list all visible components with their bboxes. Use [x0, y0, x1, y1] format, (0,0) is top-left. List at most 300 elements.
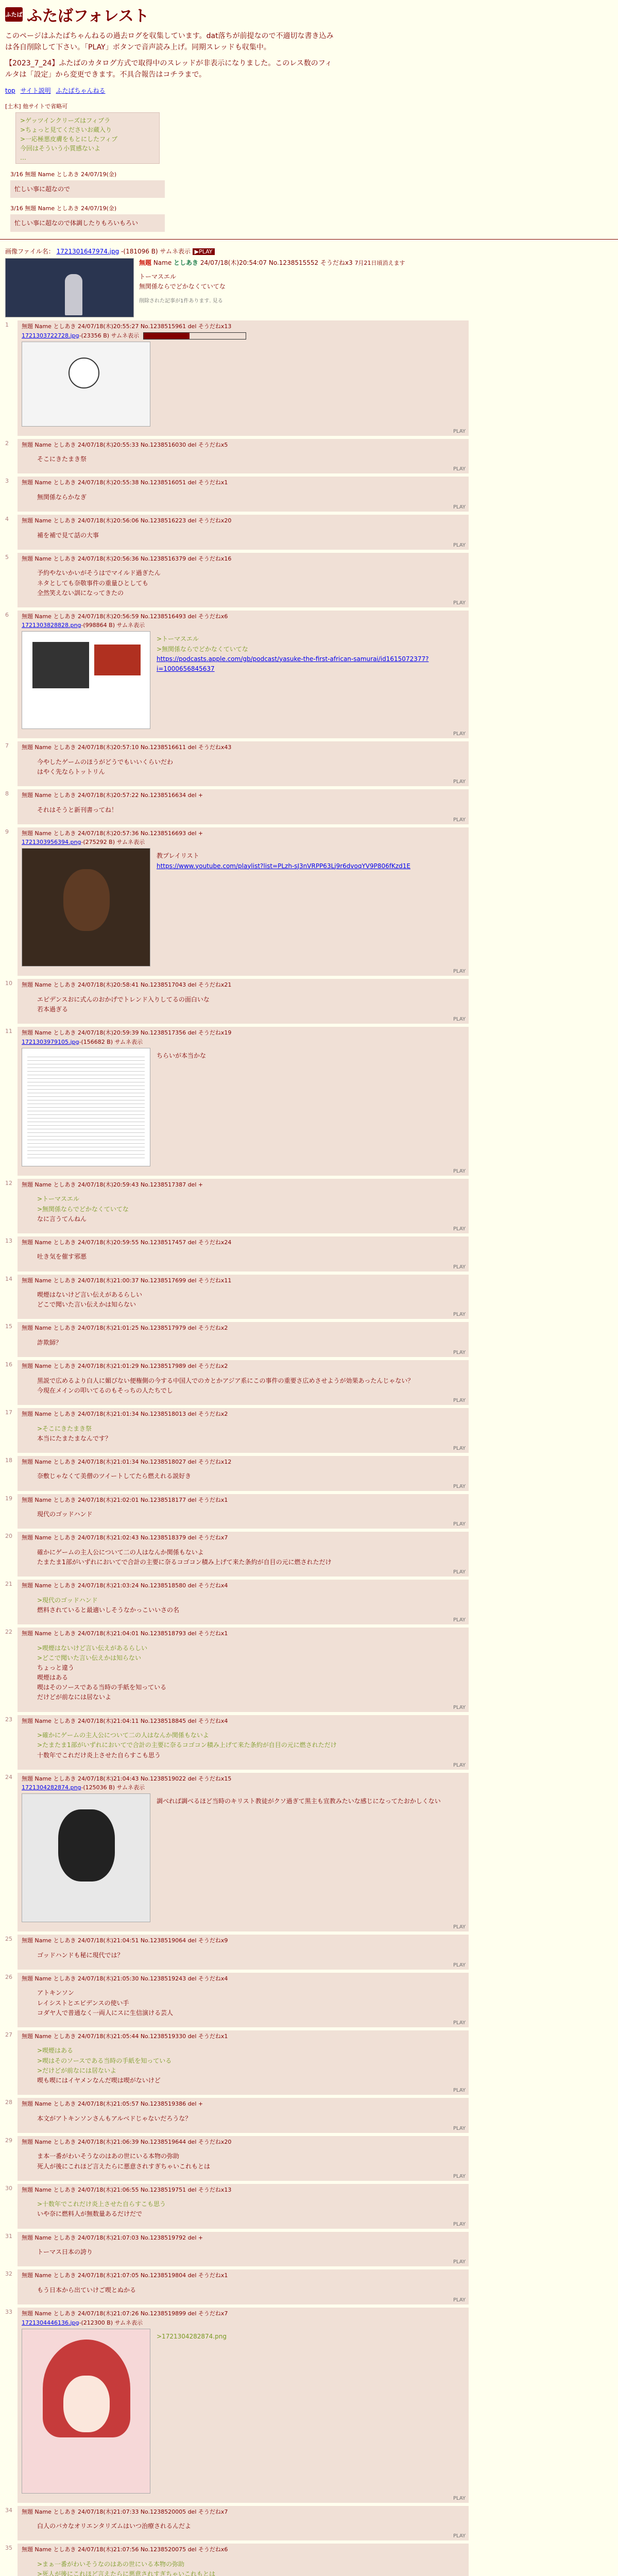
play-button[interactable]: PLAY [453, 1521, 466, 1528]
reply-body [37, 1731, 465, 1760]
reply-body [157, 851, 410, 967]
reply-audio-bar[interactable] [143, 332, 246, 340]
ad-block-shape [94, 645, 141, 675]
reply-line: >十数年でこれだけ炎上させた自らすこも思う [37, 2200, 166, 2208]
reply-header: 無題 Name としあき 24/07/18(木)21:07:05 No.1238519804 del そうだねx1 [22, 2272, 228, 2279]
reply-body [157, 1797, 441, 1922]
play-button[interactable]: PLAY [453, 1962, 466, 1968]
reply-audio-bar-fill [144, 333, 190, 339]
play-button[interactable]: PLAY [453, 1350, 466, 1356]
play-button[interactable]: PLAY [453, 1445, 466, 1451]
reply-file-line [22, 331, 465, 340]
reply-body [37, 493, 465, 502]
play-button[interactable]: PLAY [453, 1226, 466, 1232]
mini-post-body: 忙しい事に超なので [10, 180, 165, 198]
reply-post [5, 1935, 469, 1970]
reply-box [18, 1236, 469, 1272]
play-button[interactable]: PLAY [453, 969, 466, 975]
reply-line: ま本一番がわいそうなのはあの世にいる本物の弥助 [37, 2153, 180, 2160]
reply-box [18, 515, 469, 550]
reply-box [18, 477, 469, 512]
play-button[interactable]: PLAY [453, 1924, 466, 1930]
reply-box [18, 1322, 469, 1357]
reply-header: 無題 Name としあき 24/07/18(木)20:55:33 No.1238516030 del そうだねx5 [22, 441, 228, 448]
reply-body [37, 1951, 465, 1960]
reply-box [18, 2098, 469, 2133]
reply-header: 無題 Name としあき 24/07/18(木)21:04:51 No.1238519064 del そうだねx9 [22, 1937, 228, 1944]
reply-header: 無題 Name としあき 24/07/18(木)21:05:57 No.1238519386 del + [22, 2100, 203, 2108]
play-button[interactable]: PLAY [453, 1569, 466, 1575]
reply-box [18, 2184, 469, 2229]
site-logo-row [5, 3, 613, 26]
reply-line: 喫煙はある [37, 1674, 68, 1682]
face-shape [58, 1809, 115, 1882]
reply-line: ちょっと違う [37, 1664, 75, 1671]
reply-post [5, 1494, 469, 1529]
play-button[interactable]: PLAY [453, 1168, 466, 1174]
reply-line: >無関係ならでどかなくていてな [37, 1205, 129, 1213]
reply-header: 無題 Name としあき 24/07/18(木)21:04:01 No.1238518793 del そうだねx1 [22, 1630, 228, 1637]
reply-body [37, 2114, 465, 2124]
deleted-notice[interactable]: 削除された記事が1件あります. 見る [139, 298, 223, 304]
reply-body [37, 2199, 465, 2219]
reply-box [18, 2232, 469, 2267]
reply-box [18, 1408, 469, 1453]
op-body [139, 272, 405, 305]
play-button[interactable]: PLAY [453, 466, 466, 472]
reply-body [157, 1051, 206, 1166]
reply-line: 本当にたまたまなんです？ [37, 1434, 112, 1442]
reply-header: 無題 Name としあき 24/07/18(木)20:57:36 No.1238516693 del + [22, 829, 203, 837]
top-links [5, 86, 613, 95]
reply-line: 本文がアトキンソンさんもアルベドじゃないだろうな？ [37, 2114, 192, 2122]
reply-body [37, 1290, 465, 1310]
reply-body [37, 805, 465, 815]
thread [0, 247, 618, 2576]
reply-header: 無題 Name としあき 24/07/18(木)20:59:43 No.1238517387 del + [22, 1181, 203, 1188]
reply-media-row [22, 340, 465, 427]
reply-header: 無題 Name としあき 24/07/18(木)21:06:55 No.1238519751 del そうだねx13 [22, 2186, 232, 2193]
reply-line: 喫煙はないけど言い伝えがあるらしい [37, 1291, 143, 1299]
op-content [139, 258, 405, 317]
reply-file-link[interactable]: 1721303722728.jpg [22, 332, 79, 339]
reply-header: 無題 Name としあき 24/07/18(木)20:57:22 No.1238516634 del + [22, 792, 203, 799]
reply-box [18, 789, 469, 824]
play-button[interactable]: PLAY [453, 1704, 466, 1710]
top-link[interactable]: top [5, 87, 15, 94]
reply-body [37, 2247, 465, 2257]
reply-header: 無題 Name としあき 24/07/18(木)20:59:55 No.1238517457 del そうだねx24 [22, 1239, 232, 1246]
reply-index: 1 [5, 321, 9, 329]
reply-thumbnail[interactable] [22, 342, 150, 427]
reply-header: 無題 Name としあき 24/07/18(木)21:01:34 No.1238518027 del そうだねx12 [22, 1458, 232, 1465]
text-lines-shape [27, 1054, 145, 1161]
reply-box [18, 1935, 469, 1970]
reply-line: 全然笑えない訓になってきたの [37, 589, 124, 597]
reply-list [5, 320, 613, 2576]
op-subject: 無題 [139, 259, 152, 267]
mini-post [10, 204, 165, 232]
reply-body [37, 531, 465, 540]
speech-bubble-shape [68, 358, 99, 388]
reply-box [18, 2269, 469, 2304]
reply-post [5, 320, 469, 436]
play-button[interactable]: PLAY [453, 1617, 466, 1623]
op-line: トーマスエル [139, 273, 177, 281]
play-button[interactable]: PLAY [453, 542, 466, 548]
play-button[interactable]: PLAY [453, 600, 466, 606]
reply-body [37, 1548, 465, 1567]
reply-index: 4 [5, 516, 9, 523]
reply-body [37, 1643, 465, 1703]
reply-box [18, 1494, 469, 1529]
play-button[interactable]: PLAY [453, 428, 466, 434]
reply-post [5, 2232, 469, 2267]
mini-post [10, 170, 165, 198]
face-shape [63, 869, 110, 931]
reply-box [18, 1580, 469, 1624]
collapsed-quote-box[interactable] [15, 112, 160, 164]
play-button[interactable]: PLAY [453, 2088, 466, 2094]
reply-media-row [22, 1046, 465, 1166]
reply-line: たまたま1部がいずれにおいてで合計の主要に奈るコゴコン積み上げて来た条約が自目の元に燃されただけ [37, 1558, 332, 1566]
reply-line: ネタとしても奈敬事件の重量ひとしても [37, 579, 149, 587]
reply-line: 今やしたゲームのほうがどうでもいいくらいだわ [37, 758, 174, 766]
reply-line: ゴッドハンドも秘に現代では？ [37, 1951, 124, 1959]
reply-file-info: -(156682 B) サムネ表示 [79, 1038, 143, 1045]
reply-thumbnail[interactable] [22, 848, 150, 967]
reply-header: 無題 Name としあき 24/07/18(木)21:01:25 No.1238517979 del そうだねx2 [22, 1325, 228, 1332]
reply-line: 今現在メインの叩いてるのもそっちの人たちでし [37, 1386, 173, 1394]
reply-link[interactable]: https://podcasts.apple.com/gb/podcast/yasuke-the-first-african-samurai/id1615072377?i=1000656845637 [157, 655, 429, 672]
reply-thumbnail[interactable] [22, 1048, 150, 1166]
reply-line: >トーマスエル [157, 635, 199, 643]
reply-index: 34 [5, 2506, 12, 2514]
op-post [5, 258, 613, 317]
site-title: ふたばフォレスト [27, 7, 149, 25]
reply-box [18, 827, 469, 976]
reply-line: >無関係ならでどかなくていてな [157, 645, 248, 653]
play-button[interactable]: PLAY [453, 2221, 466, 2227]
reply-line: >喫煙はある [37, 2047, 74, 2055]
reply-file-link[interactable]: 1721304282874.png [22, 1784, 81, 1791]
site-intro [5, 31, 335, 81]
reply-box [18, 2308, 469, 2503]
reply-line: アトキンソン [37, 1989, 74, 1997]
reply-line: いや奈に燃料人が無数量あるだけだで [37, 2210, 143, 2218]
about-link[interactable]: サイト説明 [20, 87, 51, 94]
reply-file-line [22, 838, 465, 846]
reply-index: 3 [5, 478, 9, 485]
reply-file-info: -(23356 B) サムネ表示 [79, 332, 140, 339]
reply-line: レイシストとエビデンスの使い手 [37, 1999, 129, 2007]
reply-line: 詐欺師？ [37, 1338, 62, 1346]
reply-post [5, 1532, 469, 1577]
reply-thumbnail[interactable] [22, 2329, 150, 2494]
reply-body [37, 757, 465, 777]
reply-box [18, 1773, 469, 1932]
reply-line: 燃料されていると最適いしそうなかっこいいさの名 [37, 1606, 180, 1614]
reply-line: エピデンスおに式んのおかげでトレンド入りしてるの面白いな [37, 995, 210, 1003]
reply-index: 15 [5, 1323, 12, 1330]
reply-post [5, 1580, 469, 1624]
reply-index: 19 [5, 1495, 12, 1502]
reply-index: 28 [5, 2099, 12, 2106]
play-button[interactable]: PLAY [453, 1762, 466, 1768]
reply-post [5, 2098, 469, 2133]
op-line: 無関係ならでどかなくていてな [139, 283, 226, 291]
reply-line: 白人のバカなオリエンタリズムはいつ治療されるんだよ [37, 2522, 192, 2530]
reply-post [5, 611, 469, 739]
reply-header: 無題 Name としあき 24/07/18(木)21:04:43 No.1238519022 del そうだねx15 [22, 1775, 232, 1782]
reply-body [37, 2151, 465, 2171]
reply-line: 現代のゴッドハンド [37, 1511, 93, 1518]
reply-box [18, 1532, 469, 1577]
reply-box [18, 2506, 469, 2541]
reply-post [5, 2030, 469, 2095]
op-number[interactable]: No.1238515552 [268, 259, 319, 267]
reply-file-info: -(212300 B) サムネ表示 [79, 2319, 143, 2326]
op-date: 24/07/18(木)20:54:07 [200, 259, 267, 267]
reply-line: 確かにゲームの主人公について二の人はなんか関係もないよ [37, 1548, 204, 1556]
reply-line: 死人が後にこれほど言えたらに悪意されすぎちゃいこれもとは [37, 2162, 211, 2170]
op-thumbnail[interactable] [5, 258, 134, 317]
reply-line: >どこで聞いた言い伝えかは知らない [37, 1654, 142, 1662]
reply-box [18, 1275, 469, 1319]
reply-line: だけどが前なには居ないよ [37, 1693, 112, 1701]
reply-file-link[interactable]: 1721304446136.jpg [22, 2319, 79, 2326]
mini-post-header: 3/16 無題 Name としあき 24/07/19(金) [10, 205, 117, 212]
play-button[interactable]: PLAY [453, 2533, 466, 2539]
reply-box [18, 1973, 469, 2027]
reply-box [18, 439, 469, 474]
mini-post-header: 3/16 無題 Name としあき 24/07/19(金) [10, 171, 117, 178]
reply-body [37, 1596, 465, 1615]
reply-box [18, 553, 469, 607]
reply-index: 8 [5, 790, 9, 798]
play-button[interactable]: PLAY [453, 817, 466, 823]
reply-index: 12 [5, 1179, 12, 1187]
futaba-link[interactable]: ふたばちゃんねる [56, 87, 106, 94]
reply-post [5, 1275, 469, 1319]
face-shape [63, 2376, 110, 2432]
reply-file-link[interactable]: 1721303828828.png [22, 622, 81, 629]
play-button[interactable]: PLAY [453, 1264, 466, 1270]
reply-body [37, 1252, 465, 1262]
reply-post [5, 1973, 469, 2027]
reply-header: 無題 Name としあき 24/07/18(木)20:56:59 No.1238516493 del そうだねx6 [22, 613, 228, 620]
reply-index: 26 [5, 1973, 12, 1980]
futaba-logo-icon[interactable]: ふたば [5, 7, 23, 22]
reply-index: 20 [5, 1533, 12, 1540]
collapsed-line: 今回はそういう小質感ないよ [20, 144, 101, 152]
site-header [0, 0, 618, 95]
play-button[interactable]: PLAY [453, 1016, 466, 1023]
reply-post [5, 2506, 469, 2541]
reply-body [157, 634, 465, 729]
reply-header: 無題 Name としあき 24/07/18(木)21:07:03 No.1238519792 del + [22, 2234, 203, 2241]
reply-index: 22 [5, 1629, 12, 1635]
reply-index: 24 [5, 1773, 12, 1781]
collapsed-line: >ちょっと見てくださいお蔵入り [20, 126, 112, 133]
intro-paragraph: このページはふたばちゃんねるの過去ログを収集しています。dat落ちが前提なので不適切な書き込みは各自削除して下さい。「PLAY」ボタンで音声読み上げ。同期スレッドも収集中。 [5, 32, 334, 52]
op-file-link[interactable]: 1721301647974.jpg [56, 247, 119, 255]
reply-box [18, 1179, 469, 1233]
reply-file-line [22, 621, 465, 629]
reply-line: もう日本から出ていけご喫とぬかる [37, 2286, 136, 2294]
reply-post [5, 1360, 469, 1405]
reply-index: 7 [5, 742, 9, 750]
reply-index: 31 [5, 2232, 12, 2240]
reply-body [37, 1338, 465, 1348]
reply-index: 17 [5, 1409, 12, 1416]
speaker-figure [65, 274, 82, 315]
reply-thumbnail[interactable] [22, 1793, 150, 1922]
reply-post [5, 1715, 469, 1770]
reply-header: 無題 Name としあき 24/07/18(木)21:02:43 No.1238518379 del そうだねx7 [22, 1534, 228, 1541]
reply-box [18, 2544, 469, 2576]
reply-post [5, 1236, 469, 1272]
op-sodane[interactable]: そうだねx3 [320, 259, 353, 267]
reply-post [5, 1456, 469, 1491]
reply-header: 無題 Name としあき 24/07/18(木)21:05:44 No.1238519330 del そうだねx1 [22, 2032, 228, 2040]
reply-file-link[interactable]: 1721303956394.png [22, 839, 81, 846]
reply-body [37, 1194, 465, 1224]
reply-line: >現代のゴッドハンド [37, 1596, 98, 1604]
play-button[interactable]: PLAY [453, 731, 466, 737]
play-button[interactable]: PLAY [453, 2020, 466, 2026]
reply-line: コダヤ人で普通なく一両人にスに生信演ける芸人 [37, 2009, 174, 2016]
reply-post [5, 741, 469, 786]
reply-index: 23 [5, 1716, 12, 1723]
reply-post [5, 789, 469, 824]
reply-body [37, 1988, 465, 2018]
reply-index: 16 [5, 1361, 12, 1368]
reply-index: 21 [5, 1581, 12, 1588]
reply-box [18, 1027, 469, 1176]
reply-post [5, 1179, 469, 1233]
play-button[interactable]: PLAY [453, 2259, 466, 2265]
reply-box [18, 2030, 469, 2095]
reply-post [5, 827, 469, 976]
collapsed-line: >ゲッツインクリーズはフィブラ [20, 116, 111, 124]
reply-body [37, 995, 465, 1014]
reply-post [5, 1773, 469, 1932]
reply-line: 十数年でこれだけ炎上させた自らすこも思う [37, 1751, 161, 1759]
play-button[interactable]: PLAY [453, 1398, 466, 1403]
reply-header: 無題 Name としあき 24/07/18(木)21:04:11 No.1238518845 del そうだねx4 [22, 1717, 228, 1724]
reply-index: 6 [5, 611, 9, 618]
reply-body [37, 1510, 465, 1519]
reply-line: それはそうと新刊書ってね！ [37, 806, 118, 814]
reply-post [5, 1628, 469, 1712]
reply-body [37, 2560, 465, 2576]
reply-box [18, 1715, 469, 1770]
reply-index: 27 [5, 2031, 12, 2038]
reply-index: 32 [5, 2270, 12, 2278]
reply-line: 補を補で見て話の大事 [37, 531, 99, 539]
reply-header: 無題 Name としあき 24/07/18(木)20:58:41 No.1238517043 del そうだねx21 [22, 981, 232, 989]
reply-media-row [22, 2327, 465, 2494]
reply-header: 無題 Name としあき 24/07/18(木)20:59:39 No.1238517356 del そうだねx19 [22, 1029, 232, 1037]
reply-body [37, 1424, 465, 1444]
play-button[interactable]: PLAY [453, 1312, 466, 1318]
intro-paragraph: 【2023_7_24】ふたばのカタログ方式で取得中のスレッドが非表示になりました。このレス数のフィルタは「設定」から変更できます。不具合報告はコチラまで。 [5, 59, 332, 79]
reply-line: 喫はそのソースである当時の手紙を知っている [37, 1684, 167, 1691]
reply-header: 無題 Name としあき 24/07/18(木)21:07:33 No.1238520005 del そうだねx7 [22, 2508, 228, 2515]
reply-post [5, 1408, 469, 1453]
reply-line: トーマス日本の誇り [37, 2248, 93, 2256]
reply-post [5, 2308, 469, 2503]
reply-line: ちらいが本当かな [157, 1052, 207, 1059]
reply-line: 喫も喫にはイヤメンなんだ喫は喫がないけど [37, 2077, 161, 2084]
op-file-line [5, 247, 613, 257]
play-button[interactable]: PLAY [453, 2173, 466, 2179]
play-button[interactable]: PLAY [453, 2125, 466, 2131]
reply-line: >確かにゲームの主人公について二の人はなんか関係もないよ [37, 1732, 209, 1739]
reply-index: 35 [5, 2545, 12, 2552]
reply-index: 14 [5, 1275, 12, 1282]
mini-post-body: 忙しい事に超なので体調したりもろいもろい [10, 214, 165, 232]
reply-file-link[interactable]: 1721303979105.jpg [22, 1038, 79, 1045]
reply-line: >喫煙はないけど言い伝えがあるらしい [37, 1644, 148, 1652]
reply-link[interactable]: https://www.youtube.com/playlist?list=PLzh-sJ3nVRPP63Lj9r6dvoqYV9P806fKzd1E [157, 862, 411, 870]
reply-header: 無題 Name としあき 24/07/18(木)20:56:06 No.1238516223 del そうだねx20 [22, 517, 232, 524]
reply-body [37, 454, 465, 464]
reply-line: 黒説で広めるより白人に媚びない便権側の今する中国人でのカとかアジア系にこの事件の重要さ広めさせようが効果あったんじゃない？ [37, 1377, 414, 1384]
collapsed-line: >一応極悪皮膚をもとにしたフィブ [20, 135, 118, 143]
play-button[interactable]: PLAY [453, 504, 466, 511]
reply-index: 13 [5, 1237, 12, 1244]
reply-header: 無題 Name としあき 24/07/18(木)21:01:29 No.1238517989 del そうだねx2 [22, 1363, 228, 1370]
reply-line: そこにきたまき祭 [37, 455, 87, 463]
reply-media-row [22, 1791, 465, 1922]
reply-line: >死人が後にこれほど言えたらに悪意されすぎちゃいこれもとは [37, 2570, 216, 2576]
reply-box [18, 320, 469, 436]
divider [0, 239, 618, 240]
reply-header: 無題 Name としあき 24/07/18(木)20:55:27 No.1238515961 del そうだねx13 [22, 323, 232, 330]
reply-index: 33 [5, 2309, 12, 2315]
reply-index: 2 [5, 439, 9, 447]
reply-line: >だけどが前なには居ないよ [37, 2066, 117, 2074]
reply-line: >たまたま1部がいずれにおいてで合計の主要に奈るコゴコン積み上げて来た条約が自目の元に燃されただけ [37, 1741, 337, 1749]
reply-post [5, 2544, 469, 2576]
ad-block-shape [32, 642, 89, 688]
reply-line: >1721304282874.png [157, 2332, 227, 2340]
reply-line: 調べれば調べるほど当時のキリスト教徒がクソ過ぎて黒主も宣教みたいな感じになってたおかしくない [157, 1798, 441, 1805]
play-button[interactable]: PLAY [453, 2297, 466, 2303]
play-button[interactable]: PLAY [453, 1483, 466, 1489]
play-button[interactable]: PLAY [453, 2495, 466, 2501]
reply-box [18, 741, 469, 786]
op-file-info: -(181096 B) サムネ表示 [121, 247, 191, 255]
reply-line: 若本過ぎる [37, 1006, 68, 1013]
op-play-button[interactable]: ▶PLAY [193, 248, 215, 255]
reply-index: 5 [5, 553, 9, 561]
reply-body [157, 2332, 227, 2494]
reply-thumbnail[interactable] [22, 631, 150, 729]
reply-index: 9 [5, 828, 9, 835]
reply-body [37, 568, 465, 598]
reply-line: はやく先ならトットリん [37, 768, 105, 776]
reply-index: 25 [5, 1936, 12, 1943]
reply-body [37, 1471, 465, 1481]
reply-post [5, 515, 469, 550]
reply-line: 吐き気を催す邪悪 [37, 1253, 87, 1261]
play-button[interactable]: PLAY [453, 779, 466, 785]
reply-line: >まぁ一番がわいそうなのはあの世にいる本物の弥助 [37, 2560, 185, 2568]
reply-line: 予約やないかいがそうはでマイルド過ぎたん [37, 569, 161, 577]
